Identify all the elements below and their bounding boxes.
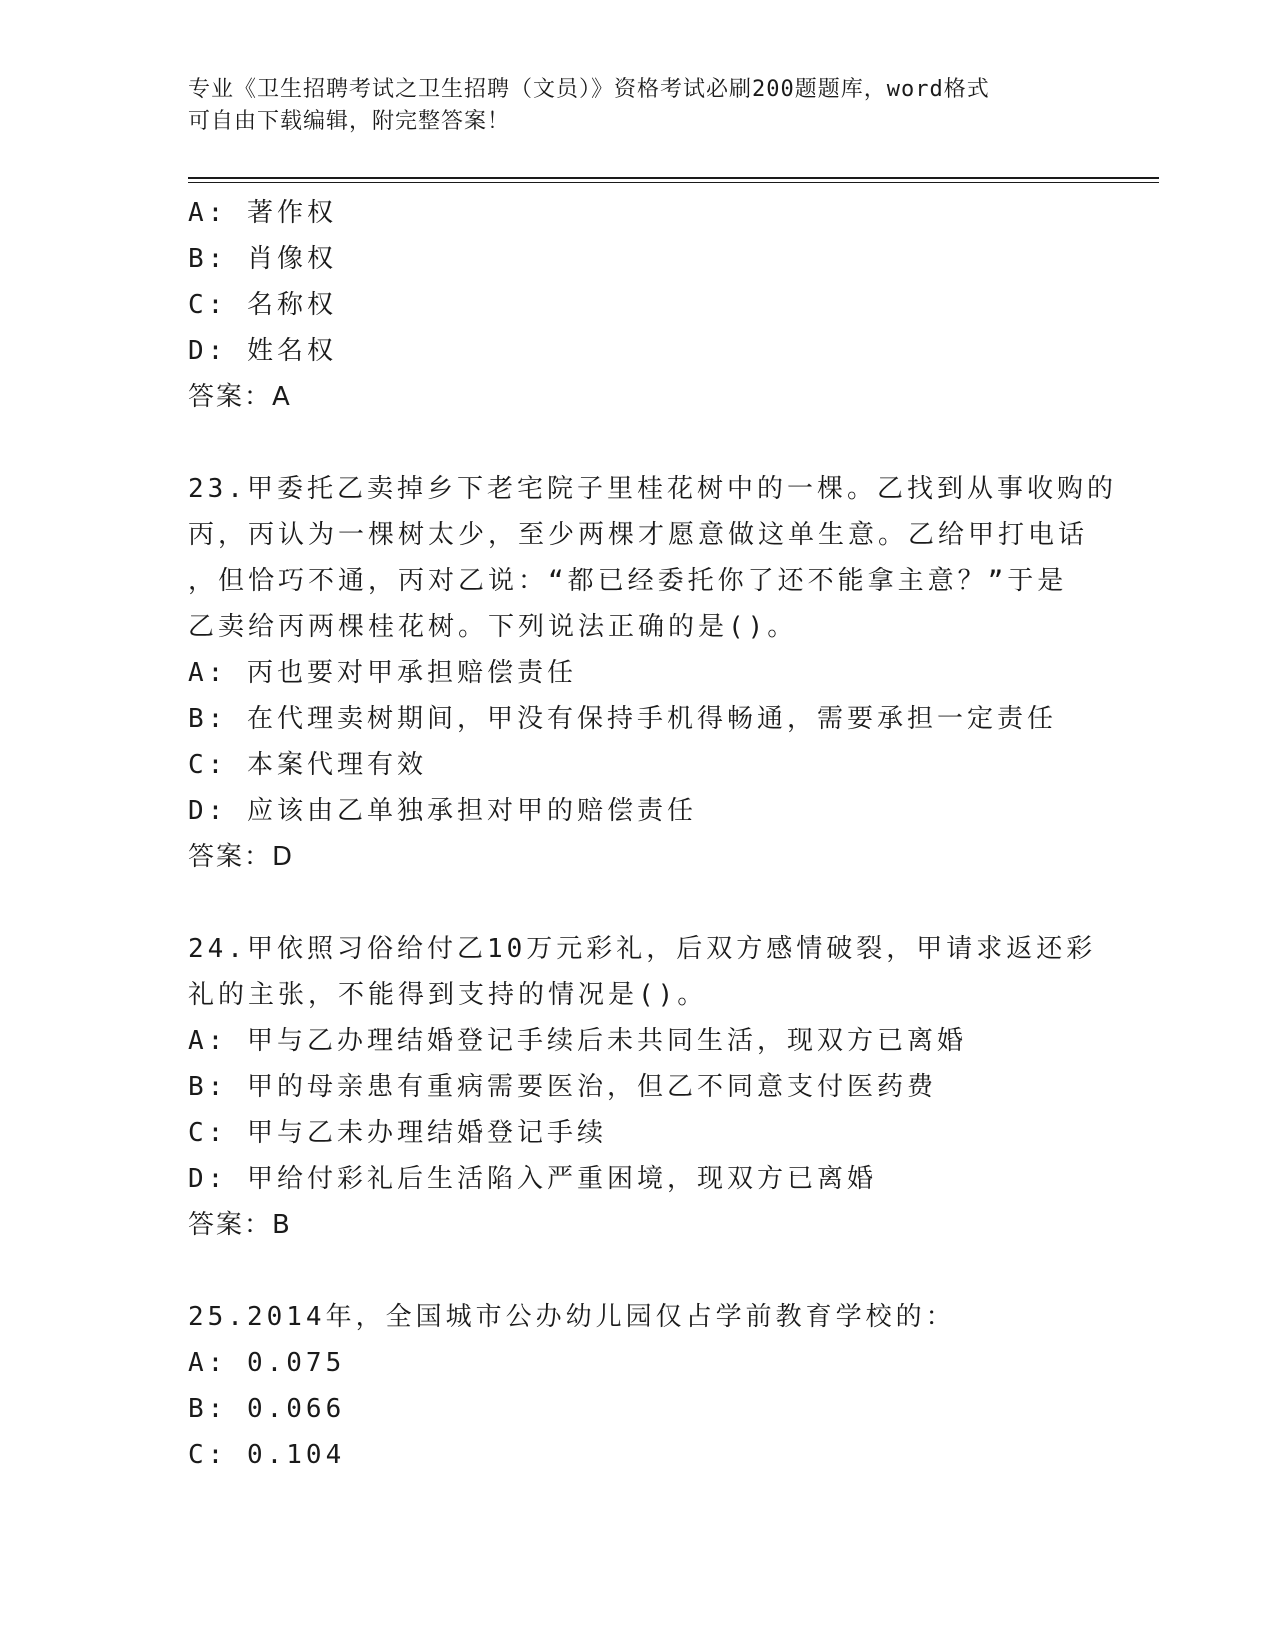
answer-line: 答案：B [188, 1210, 292, 1240]
option-c: C: 0.104 [188, 1440, 346, 1470]
question-25 [188, 1294, 1128, 1478]
answer-line: 答案：A [188, 382, 292, 412]
option-c: C: 名称权 [188, 290, 337, 320]
question-stem-line: ，但恰巧不通，丙对乙说：“都已经委托你了还不能拿主意？”于是 [188, 566, 1068, 596]
question-spacer [188, 880, 1128, 926]
question-stem-line: 23.甲委托乙卖掉乡下老宅院子里桂花树中的一棵。乙找到从事收购的 [188, 474, 1117, 504]
option-d: D: 应该由乙单独承担对甲的赔偿责任 [188, 796, 697, 826]
option-a: A: 0.075 [188, 1348, 346, 1378]
question-stem-line: 乙卖给丙两棵桂花树。下列说法正确的是()。 [188, 612, 798, 642]
question-22 [188, 190, 1128, 420]
option-c: C: 甲与乙未办理结婚登记手续 [188, 1118, 607, 1148]
question-spacer [188, 1248, 1128, 1294]
question-spacer [188, 420, 1128, 466]
header-title-line-2: 可自由下载编辑，附完整答案！ [188, 109, 511, 134]
question-stem-line: 礼的主张，不能得到支持的情况是()。 [188, 980, 708, 1010]
header-divider-thin [188, 182, 1159, 183]
question-23 [188, 466, 1128, 880]
option-b: B: 肖像权 [188, 244, 337, 274]
option-a: A: 丙也要对甲承担赔偿责任 [188, 658, 577, 688]
question-stem-line: 25.2014年，全国城市公办幼儿园仅占学前教育学校的： [188, 1302, 956, 1332]
option-c: C: 本案代理有效 [188, 750, 427, 780]
option-d: D: 甲给付彩礼后生活陷入严重困境，现双方已离婚 [188, 1164, 877, 1194]
option-b: B: 甲的母亲患有重病需要医治，但乙不同意支付医药费 [188, 1072, 937, 1102]
document-header [188, 74, 1088, 138]
question-stem-line: 24.甲依照习俗给付乙10万元彩礼，后双方感情破裂，甲请求返还彩 [188, 934, 1097, 964]
option-a: A: 著作权 [188, 198, 337, 228]
header-title-line-1: 专业《卫生招聘考试之卫生招聘（文员）》资格考试必刷200题题库，word格式 [188, 77, 990, 102]
header-divider-thick [188, 177, 1159, 179]
question-stem-line: 丙，丙认为一棵树太少，至少两棵才愿意做这单生意。乙给甲打电话 [188, 520, 1089, 550]
question-24 [188, 926, 1128, 1248]
option-d: D: 姓名权 [188, 336, 337, 366]
question-list [188, 190, 1128, 1478]
option-b: B: 在代理卖树期间，甲没有保持手机得畅通，需要承担一定责任 [188, 704, 1057, 734]
option-b: B: 0.066 [188, 1394, 346, 1424]
option-a: A: 甲与乙办理结婚登记手续后未共同生活，现双方已离婚 [188, 1026, 967, 1056]
answer-line: 答案：D [188, 842, 295, 872]
